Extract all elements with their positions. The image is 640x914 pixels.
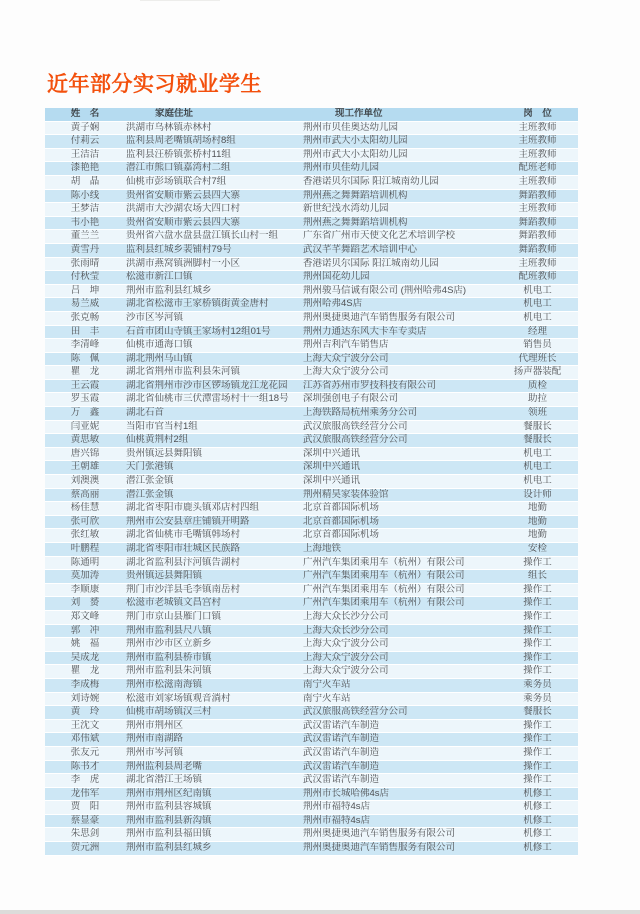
- cell-name: 王沈文: [45, 719, 125, 733]
- table-row: [45, 624, 578, 638]
- cell-employer: 上海地铁: [302, 543, 497, 557]
- cell-employer: 荆州市武大小太阳幼儿园: [302, 148, 497, 162]
- cell-position: 操作工: [497, 624, 578, 638]
- cell-employer: 深圳中兴通讯: [302, 447, 497, 461]
- cell-name: 刘 赟: [45, 597, 125, 611]
- cell-name: 易兰威: [45, 298, 125, 312]
- cell-name: 陈 佩: [45, 352, 125, 366]
- cell-employer: 荆州国花幼儿园: [302, 271, 497, 285]
- cell-name: 张可欣: [45, 515, 125, 529]
- cell-address: 仙桃市胡场镇汉三村: [125, 706, 302, 720]
- cell-name: 陈通明: [45, 556, 125, 570]
- top-hairline: [140, 0, 220, 1]
- cell-address: 湖北省监利县汴河镇告湖村: [125, 556, 302, 570]
- cell-address: 荆州市监利县桥市镇: [125, 651, 302, 665]
- table-row: [45, 651, 578, 665]
- cell-position: 操作工: [497, 597, 578, 611]
- cell-name: 刘诗婉: [45, 692, 125, 706]
- cell-position: 舞蹈教师: [497, 189, 578, 203]
- page-title: 近年部分实习就业学生: [47, 73, 262, 96]
- table-row: [45, 203, 578, 217]
- cell-employer: 荆州骏马信诚有限公司 (荆州哈弗4S店): [302, 284, 497, 298]
- cell-position: 安检: [497, 543, 578, 557]
- cell-name: 胡 晶: [45, 175, 125, 189]
- cell-address: 贵州省安顺市紫云县四大寨: [125, 216, 302, 230]
- cell-position: 销售员: [497, 339, 578, 353]
- cell-name: 王梦洁: [45, 203, 125, 217]
- cell-employer: 上海大众长沙分公司: [302, 610, 497, 624]
- cell-name: 姚 福: [45, 638, 125, 652]
- table-row: [45, 379, 578, 393]
- cell-name: 黄子娴: [45, 121, 125, 135]
- cell-employer: 荆州吉利汽车销售店: [302, 339, 497, 353]
- cell-position: 机电工: [497, 298, 578, 312]
- cell-address: 潜江市熊口镇嘉湾村二组: [125, 162, 302, 176]
- cell-employer: 荆州市长城哈佛4s店: [302, 787, 497, 801]
- cell-employer: 上海大众宁波分公司: [302, 352, 497, 366]
- cell-employer: 江苏省苏州市罗技科技有限公司: [302, 379, 497, 393]
- cell-name: 张雨晴: [45, 257, 125, 271]
- cell-name: 付莉云: [45, 135, 125, 149]
- cell-name: 刘澳澳: [45, 475, 125, 489]
- cell-position: 配班老师: [497, 162, 578, 176]
- table-row: [45, 502, 578, 516]
- cell-name: 闫亚妮: [45, 420, 125, 434]
- cell-employer: 香港诺贝尔国际 阳江城南幼儿园: [302, 257, 497, 271]
- cell-address: 荆州市松滋南海镇: [125, 678, 302, 692]
- table-row: [45, 284, 578, 298]
- cell-address: 天门张港镇: [125, 461, 302, 475]
- cell-position: 机修工: [497, 828, 578, 842]
- table-row: [45, 760, 578, 774]
- cell-address: 洪湖市乌林镇赤林村: [125, 121, 302, 135]
- table-row: [45, 230, 578, 244]
- cell-name: 张克畅: [45, 311, 125, 325]
- cell-position: 餐服长: [497, 434, 578, 448]
- cell-employer: 南宁火车站: [302, 678, 497, 692]
- header-name: 姓 名: [45, 108, 125, 121]
- table-row: [45, 271, 578, 285]
- cell-name: 瞿 龙: [45, 366, 125, 380]
- table-row: [45, 311, 578, 325]
- cell-position: 组长: [497, 570, 578, 584]
- cell-address: 监利县红城乡裴铺村79号: [125, 243, 302, 257]
- cell-address: 松滋市新江口镇: [125, 271, 302, 285]
- table-row: [45, 515, 578, 529]
- cell-name: 唐兴锦: [45, 447, 125, 461]
- cell-employer: 荆州奥捷奥迪汽车销售服务有限公司: [302, 311, 497, 325]
- cell-position: 地勤: [497, 529, 578, 543]
- cell-address: 贵州镇远县舞阳镇: [125, 570, 302, 584]
- cell-position: 操作工: [497, 760, 578, 774]
- table-row: [45, 339, 578, 353]
- cell-name: 龙伟军: [45, 787, 125, 801]
- cell-address: 仙桃黄荆村2组: [125, 434, 302, 448]
- cell-position: 设计师: [497, 488, 578, 502]
- cell-address: 荆州市监利县容城镇: [125, 801, 302, 815]
- table-row: [45, 787, 578, 801]
- cell-name: 王云霞: [45, 379, 125, 393]
- cell-position: 机修工: [497, 787, 578, 801]
- cell-position: 领班: [497, 407, 578, 421]
- cell-employer: 南宁火车站: [302, 692, 497, 706]
- table-row: [45, 746, 578, 760]
- cell-name: 莫加涛: [45, 570, 125, 584]
- cell-address: 洪湖市燕窝镇洲脚村一小区: [125, 257, 302, 271]
- table-row: [45, 814, 578, 828]
- cell-position: 操作工: [497, 774, 578, 788]
- cell-position: 地勤: [497, 502, 578, 516]
- cell-employer: 上海大众宁波分公司: [302, 651, 497, 665]
- table-row: [45, 733, 578, 747]
- table-row: [45, 325, 578, 339]
- cell-employer: 上海大众宁波分公司: [302, 665, 497, 679]
- cell-address: 石首市团山寺镇王家场村12组01号: [125, 325, 302, 339]
- cell-position: 机电工: [497, 311, 578, 325]
- table-row: [45, 597, 578, 611]
- cell-address: 潜江张金镇: [125, 488, 302, 502]
- cell-employer: 荆州市贝佳幼儿园: [302, 162, 497, 176]
- cell-name: 陈小线: [45, 189, 125, 203]
- cell-name: 蔡显豪: [45, 814, 125, 828]
- table-header: [45, 108, 578, 121]
- table-row: [45, 828, 578, 842]
- cell-position: 主班教师: [497, 257, 578, 271]
- table-row: [45, 447, 578, 461]
- cell-position: 机修工: [497, 814, 578, 828]
- cell-address: 松滋市老城镇文昌宫村: [125, 597, 302, 611]
- cell-name: 李成梅: [45, 678, 125, 692]
- cell-address: 荆州市荆州区: [125, 719, 302, 733]
- cell-employer: 武汉旅服高铁经营分公司: [302, 434, 497, 448]
- cell-employer: 香港诺贝尔国际 阳江城南幼儿园: [302, 175, 497, 189]
- cell-position: 代理班长: [497, 352, 578, 366]
- cell-address: 沙市区岑河镇: [125, 311, 302, 325]
- cell-address: 贵州省六盘水盘县盘江镇长山村一组: [125, 230, 302, 244]
- cell-name: 吴成龙: [45, 651, 125, 665]
- cell-employer: 武汉雷诺汽车制造: [302, 774, 497, 788]
- cell-address: 荆州监利县周老嘴: [125, 760, 302, 774]
- cell-address: 湖北省潜江王场镇: [125, 774, 302, 788]
- cell-address: 荆州市监利县福田镇: [125, 828, 302, 842]
- table-row: [45, 774, 578, 788]
- cell-name: 董兰兰: [45, 230, 125, 244]
- cell-position: 机修工: [497, 842, 578, 856]
- cell-address: 监利县周老嘴镇胡场村8组: [125, 135, 302, 149]
- cell-name: 瞿 龙: [45, 665, 125, 679]
- table-row: [45, 719, 578, 733]
- cell-name: 张红敏: [45, 529, 125, 543]
- cell-name: 罗玉霞: [45, 393, 125, 407]
- cell-position: 乘务员: [497, 678, 578, 692]
- table-row: [45, 175, 578, 189]
- cell-address: 荆门市沙洋县毛李镇南岳村: [125, 583, 302, 597]
- table-row: [45, 461, 578, 475]
- cell-position: 机电工: [497, 461, 578, 475]
- cell-employer: 北京首都国际机场: [302, 515, 497, 529]
- cell-position: 乘务员: [497, 692, 578, 706]
- table-row: [45, 243, 578, 257]
- cell-address: 湖北省松滋市王家桥镇街黄金唐村: [125, 298, 302, 312]
- cell-address: 湖北省仙桃市三伏潭雷场村十一组18号: [125, 393, 302, 407]
- cell-employer: 北京首都国际机场: [302, 529, 497, 543]
- cell-position: 舞蹈教师: [497, 216, 578, 230]
- table-row: [45, 583, 578, 597]
- cell-position: 操作工: [497, 651, 578, 665]
- cell-address: 松滋市刘家场镇观音淌村: [125, 692, 302, 706]
- cell-position: 餐服长: [497, 706, 578, 720]
- cell-address: 荆州市监利县红城乡: [125, 284, 302, 298]
- table-row: [45, 842, 578, 856]
- table-row: [45, 801, 578, 815]
- cell-position: 舞蹈教师: [497, 230, 578, 244]
- cell-position: 操作工: [497, 638, 578, 652]
- cell-employer: 荆州市福特4s店: [302, 801, 497, 815]
- cell-employer: 荆州力通达东风大卡车专卖店: [302, 325, 497, 339]
- cell-employer: 新世纪浅水湾幼儿园: [302, 203, 497, 217]
- table-row: [45, 121, 578, 135]
- table-row: [45, 162, 578, 176]
- cell-address: 荆州市南湖路: [125, 733, 302, 747]
- table-row: [45, 638, 578, 652]
- cell-position: 操作工: [497, 665, 578, 679]
- cell-employer: 上海大众长沙分公司: [302, 624, 497, 638]
- table-row: [45, 135, 578, 149]
- cell-position: 机电工: [497, 284, 578, 298]
- cell-employer: 荆州哈弗4S店: [302, 298, 497, 312]
- cell-position: 地勤: [497, 515, 578, 529]
- cell-address: 荆州市监利县朱河镇: [125, 665, 302, 679]
- cell-address: 荆州市荆州区纪南镇: [125, 787, 302, 801]
- cell-address: 湖北省枣阳市壮城区民族路: [125, 543, 302, 557]
- cell-address: 荆州市监利县新沟镇: [125, 814, 302, 828]
- cell-name: 黄雪丹: [45, 243, 125, 257]
- cell-employer: 上海大众宁波分公司: [302, 638, 497, 652]
- cell-address: 贵州省安顺市紫云县四大寨: [125, 189, 302, 203]
- cell-address: 当阳市官当村1组: [125, 420, 302, 434]
- cell-position: 机电工: [497, 475, 578, 489]
- table-row: [45, 257, 578, 271]
- header-employer: 现工作单位: [302, 108, 497, 121]
- cell-position: 主班教师: [497, 135, 578, 149]
- cell-address: 仙桃市彭场镇联合村7组: [125, 175, 302, 189]
- table-row: [45, 420, 578, 434]
- table-row: [45, 488, 578, 502]
- cell-employer: 武汉雷诺汽车制造: [302, 760, 497, 774]
- table-row: [45, 610, 578, 624]
- cell-name: 黄思敏: [45, 434, 125, 448]
- table-row: [45, 678, 578, 692]
- cell-address: 湖北石首: [125, 407, 302, 421]
- cell-employer: 上海铁路局杭州乘务分公司: [302, 407, 497, 421]
- table-row: [45, 298, 578, 312]
- cell-employer: 荆州市福特4s店: [302, 814, 497, 828]
- cell-employer: 北京首都国际机场: [302, 502, 497, 516]
- table-row: [45, 393, 578, 407]
- cell-position: 操作工: [497, 610, 578, 624]
- cell-address: 荆州市岑河镇: [125, 746, 302, 760]
- cell-name: 韦小艳: [45, 216, 125, 230]
- table-row: [45, 692, 578, 706]
- cell-position: 操作工: [497, 746, 578, 760]
- table-row: [45, 189, 578, 203]
- cell-address: 洪湖市大沙湖农场大四口村: [125, 203, 302, 217]
- cell-name: 李 虎: [45, 774, 125, 788]
- cell-employer: 深圳强创电子有限公司: [302, 393, 497, 407]
- cell-name: 朱思剑: [45, 828, 125, 842]
- cell-position: 操作工: [497, 583, 578, 597]
- cell-position: 舞蹈教师: [497, 243, 578, 257]
- cell-position: 操作工: [497, 719, 578, 733]
- cell-address: 仙桃市通海口镇: [125, 339, 302, 353]
- cell-name: 蔡高丽: [45, 488, 125, 502]
- cell-position: 助拉: [497, 393, 578, 407]
- cell-address: 湖北省仙桃市毛嘴镇韩场村: [125, 529, 302, 543]
- cell-name: 邓伟斌: [45, 733, 125, 747]
- cell-employer: 上海大众宁波分公司: [302, 366, 497, 380]
- cell-name: 田 丰: [45, 325, 125, 339]
- student-table-body: [45, 121, 578, 855]
- cell-employer: 广州汽车集团乘用车（杭州）有限公司: [302, 556, 497, 570]
- cell-position: 主班教师: [497, 148, 578, 162]
- cell-name: 吕 坤: [45, 284, 125, 298]
- cell-address: 湖北省荆州市沙市区锣场镇龙江龙花园: [125, 379, 302, 393]
- cell-name: 付秋莹: [45, 271, 125, 285]
- cell-address: 潜江张金镇: [125, 475, 302, 489]
- cell-employer: 荆州市贝佳奥达幼儿园: [302, 121, 497, 135]
- table-row: [45, 475, 578, 489]
- cell-employer: 武汉旅服高铁经营分公司: [302, 420, 497, 434]
- cell-employer: 武汉旅服高铁经营分公司: [302, 706, 497, 720]
- cell-name: 郑文峰: [45, 610, 125, 624]
- cell-address: 荆州市沙市区立新乡: [125, 638, 302, 652]
- table-row: [45, 434, 578, 448]
- cell-name: 叶鹏程: [45, 543, 125, 557]
- footer-bar: [0, 910, 640, 914]
- table-row: [45, 543, 578, 557]
- cell-employer: 武汉雷诺汽车制造: [302, 746, 497, 760]
- cell-address: 监利县汪桥镇张桥村11组: [125, 148, 302, 162]
- cell-employer: 广州汽车集团乘用车（杭州）有限公司: [302, 570, 497, 584]
- cell-position: 机电工: [497, 447, 578, 461]
- cell-name: 张友元: [45, 746, 125, 760]
- cell-employer: 深圳中兴通讯: [302, 475, 497, 489]
- cell-address: 湖北省枣阳市鹿头镇邓店村四组: [125, 502, 302, 516]
- cell-name: 漆艳艳: [45, 162, 125, 176]
- cell-name: 贾 阳: [45, 801, 125, 815]
- cell-employer: 荆州奥捷奥迪汽车销售服务有限公司: [302, 828, 497, 842]
- cell-name: 黄 玲: [45, 706, 125, 720]
- cell-address: 湖北荆州马山镇: [125, 352, 302, 366]
- table-row: [45, 529, 578, 543]
- cell-employer: 荆州燕之舞舞蹈培训机构: [302, 216, 497, 230]
- header-position: 岗 位: [497, 108, 578, 121]
- cell-employer: 荆州奥捷奥迪汽车销售服务有限公司: [302, 842, 497, 856]
- cell-employer: 武汉雷诺汽车制造: [302, 733, 497, 747]
- table-row: [45, 706, 578, 720]
- cell-employer: 广东省广州市天使文化艺术培训学校: [302, 230, 497, 244]
- cell-position: 配班教师: [497, 271, 578, 285]
- table-row: [45, 148, 578, 162]
- cell-name: 贺元洲: [45, 842, 125, 856]
- cell-address: 湖北省荆州市监利县朱河镇: [125, 366, 302, 380]
- table-row: [45, 216, 578, 230]
- students-table: [45, 108, 578, 856]
- cell-address: 荆州市监利县尺八镇: [125, 624, 302, 638]
- cell-position: 质检: [497, 379, 578, 393]
- cell-name: 杨佳慧: [45, 502, 125, 516]
- cell-position: 扬声器装配: [497, 366, 578, 380]
- cell-address: 荆州市公安县章庄铺镇开明路: [125, 515, 302, 529]
- cell-name: 李清峰: [45, 339, 125, 353]
- cell-name: 陈书才: [45, 760, 125, 774]
- cell-position: 主班教师: [497, 175, 578, 189]
- table-row: [45, 570, 578, 584]
- cell-name: 王洁洁: [45, 148, 125, 162]
- cell-name: 王朝雄: [45, 461, 125, 475]
- cell-position: 餐服长: [497, 420, 578, 434]
- cell-position: 机修工: [497, 801, 578, 815]
- cell-address: 荆门市京山县雁门口镇: [125, 610, 302, 624]
- cell-position: 经理: [497, 325, 578, 339]
- cell-employer: 荆州市武大小太阳幼儿园: [302, 135, 497, 149]
- cell-name: 郭 冲: [45, 624, 125, 638]
- cell-employer: 荆州精昊家装体验馆: [302, 488, 497, 502]
- cell-name: 李顺康: [45, 583, 125, 597]
- cell-position: 操作工: [497, 733, 578, 747]
- table-row: [45, 366, 578, 380]
- table-row: [45, 556, 578, 570]
- header-address: 家庭住址: [125, 108, 302, 121]
- table-row: [45, 407, 578, 421]
- cell-position: 操作工: [497, 556, 578, 570]
- cell-position: 主班教师: [497, 121, 578, 135]
- table-row: [45, 352, 578, 366]
- cell-employer: 武汉雷诺汽车制造: [302, 719, 497, 733]
- cell-position: 主班教师: [497, 203, 578, 217]
- cell-employer: 广州汽车集团乘用车（杭州）有限公司: [302, 583, 497, 597]
- cell-employer: 武汉芊芊舞蹈艺术培训中心: [302, 243, 497, 257]
- table-header-row: [45, 108, 578, 121]
- cell-address: 荆州市监利县红城乡: [125, 842, 302, 856]
- cell-employer: 荆州燕之舞舞蹈培训机构: [302, 189, 497, 203]
- cell-address: 贵州镇远县舞阳镇: [125, 447, 302, 461]
- cell-name: 万 鑫: [45, 407, 125, 421]
- table-row: [45, 665, 578, 679]
- cell-employer: 深圳中兴通讯: [302, 461, 497, 475]
- cell-employer: 广州汽车集团乘用车（杭州）有限公司: [302, 597, 497, 611]
